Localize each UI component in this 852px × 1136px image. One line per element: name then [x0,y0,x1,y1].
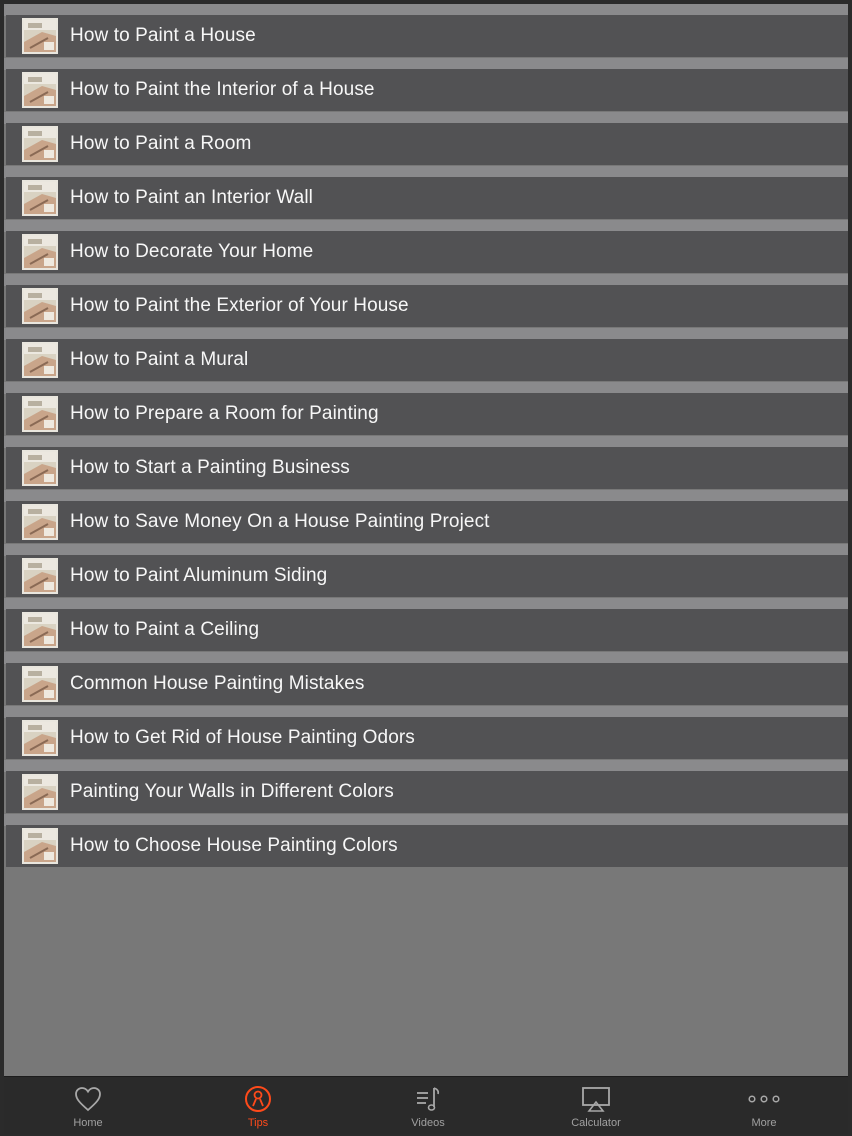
paint-room-thumbnail-icon [22,126,58,162]
tab-videos-label: Videos [411,1117,445,1129]
list-item[interactable] [6,393,848,435]
list-item[interactable] [6,123,848,165]
list-item-label: Painting Your Walls in Different Colors [70,781,394,802]
list-item-label: How to Paint a Room [70,133,252,154]
list-item[interactable] [6,69,848,111]
tab-bar [4,1076,848,1134]
list-item-label: How to Start a Painting Business [70,457,350,478]
list-item-label: How to Save Money On a House Painting Project [70,511,490,532]
paint-room-thumbnail-icon [22,450,58,486]
list-item[interactable] [6,771,848,813]
paint-room-thumbnail-icon [22,774,58,810]
list-item[interactable] [6,663,848,705]
list-item[interactable] [6,285,848,327]
tab-calculator-label: Calculator [571,1117,621,1129]
list-item-label: How to Paint Aluminum Siding [70,565,328,586]
tab-home-label: Home [73,1117,103,1129]
paint-room-thumbnail-icon [22,558,58,594]
paint-room-thumbnail-icon [22,180,58,216]
tab-more[interactable] [680,1077,848,1134]
list-item-label: How to Choose House Painting Colors [70,835,398,856]
list-item-label: Common House Painting Mistakes [70,673,365,694]
tips-icon [244,1085,272,1113]
tab-videos[interactable] [344,1077,512,1134]
list-item[interactable] [6,501,848,543]
paint-room-thumbnail-icon [22,612,58,648]
tab-tips[interactable] [174,1077,342,1134]
list-item[interactable] [6,825,848,867]
list-item-label: How to Decorate Your Home [70,241,314,262]
list-item-label: How to Paint a House [70,25,256,46]
list-item-label: How to Prepare a Room for Painting [70,403,379,424]
list-item[interactable] [6,15,848,57]
list-item-label: How to Paint the Exterior of Your House [70,295,409,316]
list-item[interactable] [6,447,848,489]
list-item-label: How to Paint the Interior of a House [70,79,375,100]
list-item-label: How to Get Rid of House Painting Odors [70,727,415,748]
heart-icon [74,1085,102,1113]
paint-room-thumbnail-icon [22,342,58,378]
paint-room-thumbnail-icon [22,396,58,432]
list-item-label: How to Paint an Interior Wall [70,187,313,208]
paint-room-thumbnail-icon [22,18,58,54]
list-item-label: How to Paint a Mural [70,349,249,370]
list-item[interactable] [6,609,848,651]
tab-more-label: More [751,1117,777,1129]
airplay-icon [581,1085,611,1113]
paint-room-thumbnail-icon [22,720,58,756]
list-item[interactable] [6,555,848,597]
more-dots-icon [747,1085,781,1113]
list-item-label: How to Paint a Ceiling [70,619,260,640]
tab-tips-label: Tips [247,1117,269,1129]
list-item[interactable] [6,177,848,219]
tab-calculator[interactable] [512,1077,680,1134]
app-screen [4,4,848,1134]
list-item[interactable] [6,339,848,381]
paint-room-thumbnail-icon [22,504,58,540]
paint-room-thumbnail-icon [22,828,58,864]
paint-room-thumbnail-icon [22,234,58,270]
paint-room-thumbnail-icon [22,666,58,702]
tab-home[interactable] [4,1077,172,1134]
list-item[interactable] [6,231,848,273]
paint-room-thumbnail-icon [22,288,58,324]
paint-room-thumbnail-icon [22,72,58,108]
music-list-icon [414,1085,442,1113]
list-item[interactable] [6,717,848,759]
